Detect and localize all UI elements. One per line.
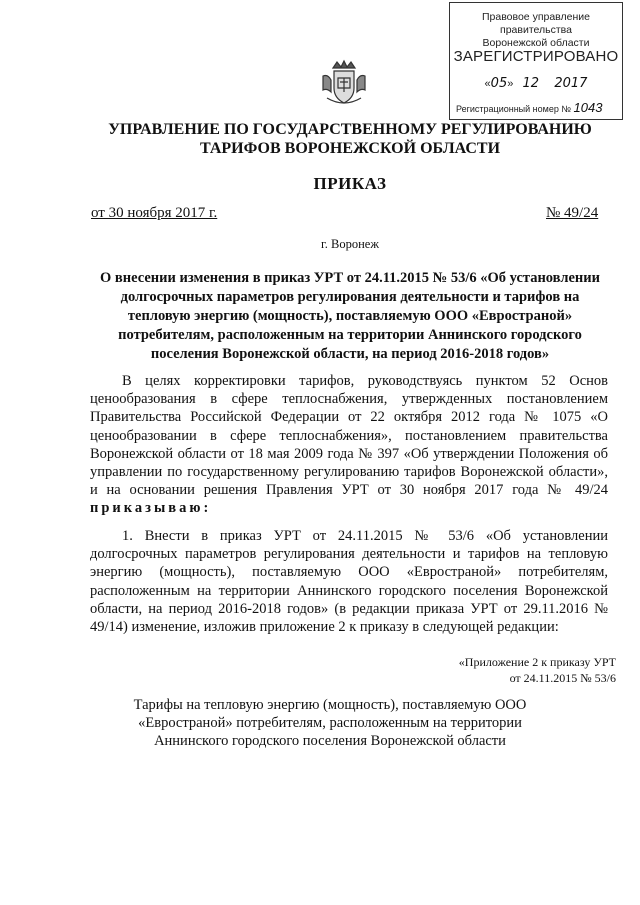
stamp-year: 2017 bbox=[554, 76, 588, 91]
appendix-line2: от 24.11.2015 № 53/6 bbox=[509, 671, 616, 685]
stamp-org-line1: Правовое управление правительства bbox=[481, 11, 590, 36]
order-word: приказываю: bbox=[90, 500, 212, 517]
document-number: № 49/24 bbox=[546, 205, 599, 221]
document-city: г. Воронеж bbox=[321, 237, 379, 251]
stamp-month: 12 bbox=[522, 76, 540, 91]
stamp-date: «05» 12 2017 bbox=[484, 76, 588, 91]
authority-name-line2: ТАРИФОВ ВОРОНЕЖСКОЙ ОБЛАСТИ bbox=[199, 140, 501, 157]
registration-stamp bbox=[449, 2, 623, 120]
stamp-day: 05 bbox=[490, 76, 508, 91]
stamp-organization bbox=[450, 11, 622, 50]
document-date: от 30 ноября 2017 г. bbox=[91, 205, 218, 221]
stamp-org-line2: Воронежской области bbox=[482, 37, 590, 49]
coat-of-arms-icon bbox=[319, 58, 369, 108]
item-1-paragraph: 1. Внести в приказ УРТ от 24.11.2015 № 53/6 «Об установлении долгосрочных параметров регулирования деятельности и тарифов на тепловую энергию (мощность), поставляемую ООО «Евространой» потребителям, расположенным на территории Аннинского городского поселения Воронежской области, на период 2016-2018 годов» (в редакции приказа УРТ от 29.11.2016 № 49/14) изменение, изложив приложение 2 к приказу в следующей редакции: bbox=[90, 528, 608, 636]
preamble-text: В целях корректировки тарифов, руководствуясь пунктом 52 Основ ценообразования в сфере теплоснабжения, утвержденных постановлением Правительства Российской Федерации от 22 октября 2012 года № 1075 «О ценообразовании в сфере теплоснабжения», постановлением правительства Воронежской области от 18 мая 2009 года № 397 «Об утверждении Положения об управлении по государственному регулированию тарифов Воронежской области», и на основании решения Правления УРТ от 30 ноября 2017 года № 49/24 bbox=[90, 373, 608, 499]
document-type: ПРИКАЗ bbox=[313, 174, 387, 193]
tariff-table-title: Тарифы на тепловую энергию (мощность), поставляемую ООО «Евространой» потребителям, расположенным на территории Аннинского городского поселения Воронежской области bbox=[133, 697, 527, 750]
preamble-paragraph bbox=[90, 372, 608, 518]
document-subject: О внесении изменения в приказ УРТ от 24.11.2015 № 53/6 «Об установлении долгосрочных параметров регулирования деятельности и тарифов на тепловую энергию (мощность), поставляемую ООО «Евространой» потребителям, расположенным на территории Аннинского городского поселения Воронежской области, на период 2016-2018 годов» bbox=[100, 270, 600, 362]
stamp-title: ЗАРЕГИСТРИРОВАНО bbox=[453, 48, 619, 65]
stamp-registration bbox=[456, 100, 628, 115]
stamp-reg-number: 1043 bbox=[573, 100, 603, 115]
authority-name-line1: УПРАВЛЕНИЕ ПО ГОСУДАРСТВЕННОМУ РЕГУЛИРОВАНИЮ bbox=[108, 121, 592, 138]
appendix-reference bbox=[356, 654, 616, 686]
stamp-reg-label: Регистрационный номер № bbox=[456, 104, 572, 114]
appendix-line1: «Приложение 2 к приказу УРТ bbox=[458, 655, 616, 669]
